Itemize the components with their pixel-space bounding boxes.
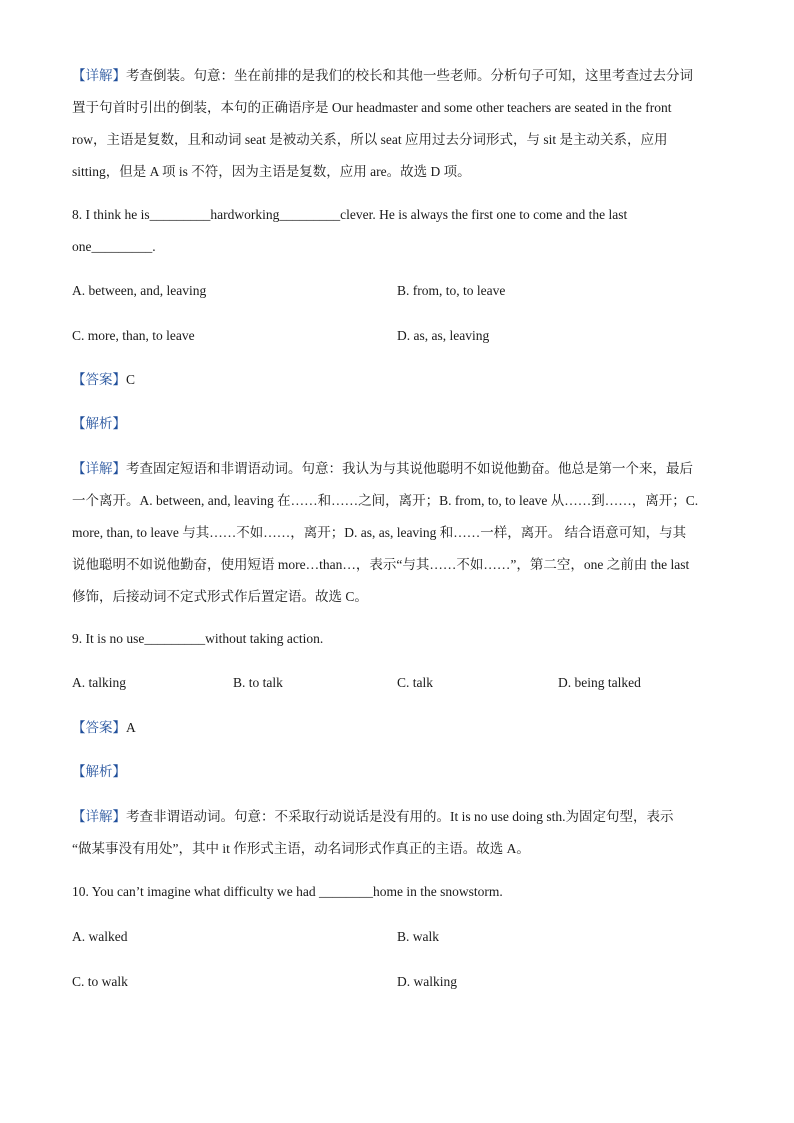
answer-label: 【答案】	[72, 720, 126, 735]
q10-option-a: A. walked	[72, 929, 128, 944]
q8-option-d: D. as, as, leaving	[397, 328, 490, 343]
q7-detail-line-4: sitting，但是 A 项 is 不符，因为主语是复数，应用 are。故选 D 项。	[72, 164, 471, 179]
q8-stem-line-2: one_________.	[72, 239, 156, 254]
detail-label: 【详解】	[72, 809, 126, 824]
q9-answer	[72, 719, 136, 737]
q9-analysis-label: 【解析】	[72, 764, 126, 779]
q8-option-c: C. more, than, to leave	[72, 328, 195, 343]
q7-detail-line-3: row，主语是复数，且和动词 seat 是被动关系，所以 seat 应用过去分词形式，与 sit 是主动关系，应用	[72, 132, 668, 147]
q8-answer	[72, 371, 135, 389]
q10-option-d: D. walking	[397, 974, 457, 989]
q10-option-b: B. walk	[397, 929, 439, 944]
answer-value: C	[126, 372, 136, 387]
q8-analysis-label: 【解析】	[72, 416, 126, 431]
q8-option-a: A. between, and, leaving	[72, 283, 207, 298]
q9-option-c: C. talk	[397, 675, 433, 690]
q9-detail-line-1: 【详解】考查非谓语动词。句意：不采取行动说话是没有用的。It is no use doing sth.为固定句型，表示	[72, 809, 674, 824]
q9-detail-line-2: “做某事没有用处”，其中 it 作形式主语，动名词形式作真正的主语。故选 A。	[72, 841, 530, 856]
q10-option-c: C. to walk	[72, 974, 128, 989]
q8-stem-line-1: 8. I think he is_________hardworking_________clever. He is always the first one to come and the last	[72, 207, 628, 222]
q8-detail-line-1: 【详解】考查固定短语和非谓语动词。句意：我认为与其说他聪明不如说他勤奋。他总是第一个来，最后	[72, 461, 693, 476]
q8-detail-line-3: more, than, to leave 与其……不如……，离开；D. as, as, leaving 和……一样，离开。 结合语意可知，与其	[72, 525, 687, 540]
q8-option-b: B. from, to, to leave	[397, 283, 506, 298]
detail-label: 【详解】	[72, 68, 126, 83]
q9-stem: 9. It is no use_________without taking action.	[72, 631, 324, 646]
q7-detail-line-2: 置于句首时引出的倒装，本句的正确语序是 Our headmaster and some other teachers are seated in the front	[72, 100, 672, 115]
detail-label: 【详解】	[72, 461, 126, 476]
answer-value: A	[126, 720, 136, 735]
q8-detail-line-4: 说他聪明不如说他勤奋，使用短语 more…than…，表示“与其……不如……”，第二空，one 之前由 the last	[72, 557, 690, 572]
q7-detail-line-1: 【详解】考查倒装。句意：坐在前排的是我们的校长和其他一些老师。分析句子可知，这里考查过去分词	[72, 68, 693, 83]
q8-detail-line-2: 一个离开。A. between, and, leaving 在……和……之间，离开；B. from, to, to leave 从……到……，离开；C.	[72, 493, 699, 508]
q8-detail-line-5: 修饰，后接动词不定式形式作后置定语。故选 C。	[72, 589, 368, 604]
q9-option-b: B. to talk	[233, 675, 283, 690]
q9-option-d: D. being talked	[558, 675, 641, 690]
answer-label: 【答案】	[72, 372, 126, 387]
q10-stem: 10. You can’t imagine what difficulty we had ________home in the snowstorm.	[72, 884, 503, 899]
q9-option-a: A. talking	[72, 675, 126, 690]
